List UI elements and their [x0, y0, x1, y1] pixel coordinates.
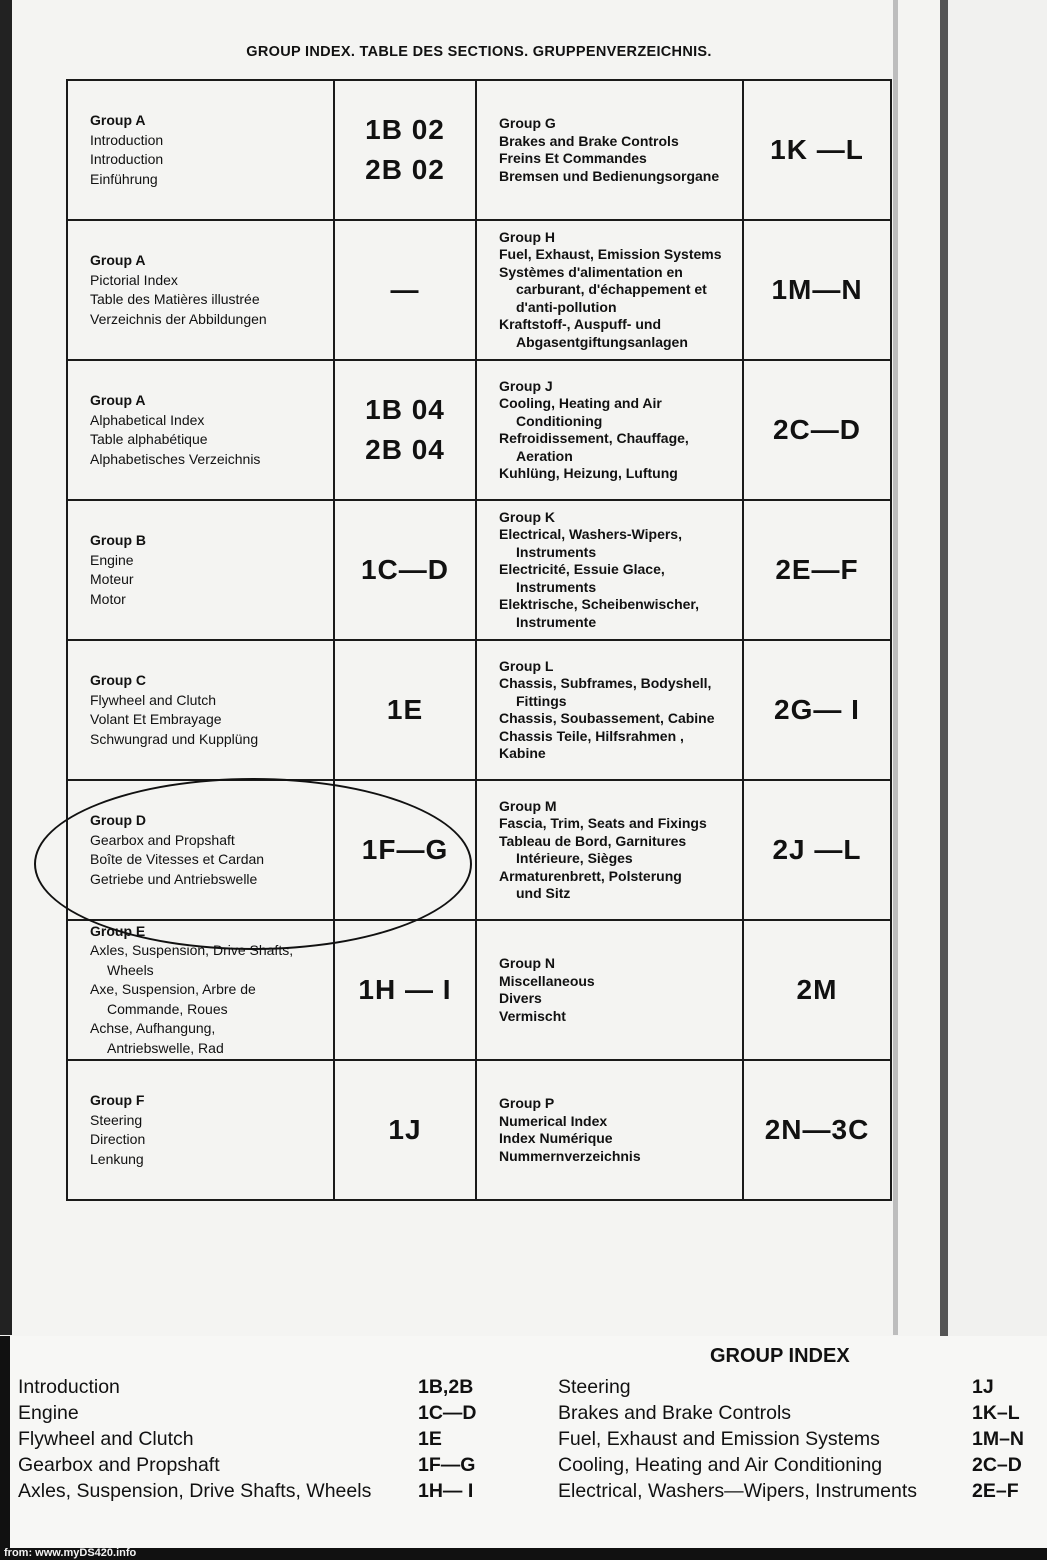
group-description-line: Achse, Aufhangung,	[90, 1020, 216, 1037]
adjacent-page	[948, 0, 1047, 1340]
source-credit: from: www.myDS420.info	[4, 1547, 137, 1559]
right-fiche-code-cell	[743, 1060, 891, 1200]
group-description-line: Antriebswelle, Rad	[107, 1039, 224, 1056]
table-row	[67, 640, 891, 780]
bottom-index-label: Steering	[558, 1376, 631, 1398]
group-name: Group M	[499, 797, 557, 814]
bottom-index-label: Axles, Suspension, Drive Shafts, Wheels	[18, 1480, 372, 1502]
group-name: Group A	[90, 392, 146, 408]
left-fiche-code-cell	[334, 640, 476, 780]
group-name: Group A	[90, 252, 146, 268]
group-description-line: Systèmes d'alimentation en	[499, 263, 683, 280]
group-description-line: Divers	[499, 990, 542, 1006]
group-name: Group K	[499, 508, 555, 525]
group-description-line: Intérieure, Sièges	[516, 850, 633, 866]
group-description-line: Bremsen und Bedienungsorgane	[499, 167, 720, 184]
group-description-line: Numerical Index	[499, 1112, 608, 1129]
left-fiche-code-cell	[334, 360, 476, 500]
group-description-line: Brakes and Brake Controls	[499, 132, 679, 149]
group-description-line: Elektrische, Scheibenwischer,	[499, 596, 699, 613]
group-description-line: Fittings	[516, 692, 567, 709]
bottom-index-code: 2C–D	[972, 1454, 1022, 1476]
left-description-cell	[67, 640, 334, 780]
bottom-index-label: Engine	[18, 1402, 79, 1424]
group-description-line: Chassis, Soubassement, Cabine	[499, 710, 715, 726]
fiche-code: 2N—3C	[764, 1114, 870, 1145]
group-description-line: Direction	[90, 1131, 146, 1147]
group-name: Group B	[90, 532, 146, 548]
group-description-line: Pictorial Index	[90, 271, 178, 288]
group-description-line: Armaturenbrett, Polsterung	[499, 867, 682, 884]
group-description-line: Commande, Roues	[107, 1000, 228, 1017]
right-description-cell	[476, 920, 743, 1060]
table-row	[67, 500, 891, 640]
left-fiche-code-cell	[334, 220, 476, 360]
group-name: Group D	[90, 812, 146, 828]
left-description-cell	[67, 1060, 334, 1200]
group-name: Group L	[499, 657, 554, 674]
page-right-edge	[940, 0, 948, 1340]
right-fiche-code-cell	[743, 500, 891, 640]
group-description-line: Miscellaneous	[499, 972, 595, 989]
group-description-line: carburant, d'échappement et	[516, 281, 707, 298]
group-description-line: Table des Matières illustrée	[90, 291, 260, 307]
right-fiche-code-cell	[743, 920, 891, 1060]
bottom-index-label: Electrical, Washers—Wipers, Instruments	[558, 1480, 918, 1502]
fiche-code: 1B 02	[365, 114, 445, 145]
group-description-line: Moteur	[90, 571, 134, 587]
group-name: Group G	[499, 115, 556, 131]
bottom-index-code: 1H— I	[418, 1480, 474, 1502]
group-description-line: Wheels	[107, 961, 154, 978]
table-row	[67, 80, 891, 220]
bottom-index-label: Gearbox and Propshaft	[18, 1454, 220, 1476]
group-description-line: Index Numérique	[499, 1130, 613, 1146]
group-name: Group N	[499, 955, 555, 971]
group-description-line: Kraftstoff-, Auspuff- und	[499, 316, 661, 333]
group-name: Group C	[90, 672, 146, 688]
group-description-line: Introduction	[90, 131, 164, 148]
group-description-line: Gearbox and Propshaft	[90, 831, 235, 848]
fiche-code: 2J —L	[772, 834, 862, 865]
group-description-line: Freins Et Commandes	[499, 150, 647, 166]
left-description-cell	[67, 360, 334, 500]
left-fiche-code-cell	[334, 80, 476, 220]
group-name: Group E	[90, 922, 146, 939]
right-description-cell	[476, 640, 743, 780]
group-description-line: Verzeichnis der Abbildungen	[90, 310, 267, 327]
left-description-cell	[67, 500, 334, 640]
group-description-line: Chassis, Subframes, Bodyshell,	[499, 675, 712, 691]
fiche-code: 2B 02	[365, 154, 445, 185]
fiche-code: 2G— I	[774, 694, 860, 725]
right-description-cell	[476, 1060, 743, 1200]
bottom-index-code: 1K–L	[972, 1402, 1020, 1424]
page-title: GROUP INDEX. TABLE DES SECTIONS. GRUPPENVERZEICHNIS.	[246, 44, 712, 60]
page-left-edge	[0, 0, 12, 1335]
fiche-code: 1F—G	[361, 834, 449, 865]
fiche-code: 2M	[796, 974, 838, 1005]
group-description-line: Einführung	[90, 170, 158, 187]
group-description-line: Alphabetical Index	[90, 411, 205, 428]
fiche-code: —	[390, 274, 420, 305]
fiche-code: 2C—D	[772, 414, 861, 445]
group-description-line: Engine	[90, 551, 134, 568]
bottom-page-edge	[0, 1336, 10, 1560]
group-description-line: Chassis Teile, Hilfsrahmen ,	[499, 727, 684, 744]
fiche-code: 1M—N	[771, 274, 863, 305]
group-description-line: Nummernverzeichnis	[499, 1147, 641, 1164]
group-description-line: Instrumente	[516, 613, 597, 630]
page-fold-shadow	[893, 0, 898, 1335]
group-description-line: d'anti-pollution	[516, 298, 617, 315]
fiche-code: 1H — I	[358, 974, 452, 1005]
bottom-index-label: Brakes and Brake Controls	[558, 1402, 792, 1424]
group-description-line: Motor	[90, 590, 126, 607]
left-description-cell	[67, 80, 334, 220]
group-description-line: Introduction	[90, 151, 164, 167]
left-fiche-code-cell	[334, 1060, 476, 1200]
group-index-table	[66, 79, 892, 1201]
table-row	[67, 220, 891, 360]
bottom-index-code: 1M–N	[972, 1428, 1025, 1450]
bottom-index-label: Cooling, Heating and Air Conditioning	[558, 1454, 883, 1476]
left-fiche-code-cell	[334, 500, 476, 640]
bottom-index-code: 1J	[972, 1376, 994, 1398]
group-description-line: Refroidissement, Chauffage,	[499, 430, 689, 446]
group-description-line: Kabine	[499, 745, 546, 761]
table-row	[67, 360, 891, 500]
group-description-line: Instruments	[516, 543, 597, 560]
group-name: Group H	[499, 228, 555, 245]
group-description-line: Steering	[90, 1111, 143, 1128]
group-description-line: Kuhlüng, Heizung, Luftung	[499, 465, 678, 481]
left-description-cell	[67, 220, 334, 360]
group-name: Group A	[90, 112, 146, 128]
group-description-line: Flywheel and Clutch	[90, 691, 217, 708]
bottom-index-code: 1E	[418, 1428, 442, 1450]
bottom-index-code: 1B,2B	[418, 1376, 474, 1398]
fiche-code: 1B 04	[365, 394, 445, 425]
right-fiche-code-cell	[743, 360, 891, 500]
bottom-index-code: 2E–F	[972, 1480, 1019, 1502]
right-description-cell	[476, 220, 743, 360]
group-description-line: Schwungrad und Kupplüng	[90, 730, 259, 747]
fiche-code: 2E—F	[775, 554, 859, 585]
group-description-line: Axles, Suspension, Drive Shafts,	[90, 942, 294, 959]
group-description-line: und Sitz	[516, 885, 571, 901]
group-description-line: Fascia, Trim, Seats and Fixings	[499, 815, 707, 831]
bottom-index-label: Introduction	[18, 1376, 120, 1398]
group-description-line: Conditioning	[516, 412, 603, 429]
bottom-index-label: Fuel, Exhaust and Emission Systems	[558, 1428, 880, 1450]
group-name: Group P	[499, 1095, 555, 1111]
group-description-line: Electricité, Essuie Glace,	[499, 561, 665, 578]
bottom-index-code: 1C—D	[418, 1402, 477, 1424]
bottom-index-title: GROUP INDEX	[710, 1345, 850, 1367]
table-row	[67, 1060, 891, 1200]
group-description-line: Vermischt	[499, 1007, 566, 1024]
right-fiche-code-cell	[743, 220, 891, 360]
bottom-index-code: 1F—G	[418, 1454, 476, 1476]
bottom-index-label: Flywheel and Clutch	[18, 1428, 194, 1450]
right-description-cell	[476, 80, 743, 220]
group-description-line: Boîte de Vitesses et Cardan	[90, 851, 265, 867]
group-description-line: Abgasentgiftungsanlagen	[516, 333, 688, 350]
group-description-line: Alphabetisches Verzeichnis	[90, 450, 261, 467]
right-description-cell	[476, 360, 743, 500]
fiche-code: 1K —L	[770, 134, 864, 165]
group-description-line: Electrical, Washers-Wipers,	[499, 526, 682, 543]
highlight-circle	[34, 778, 472, 950]
right-fiche-code-cell	[743, 640, 891, 780]
fiche-code: 1E	[386, 694, 424, 725]
fiche-code: 1C—D	[360, 554, 449, 585]
right-description-cell	[476, 500, 743, 640]
group-description-line: Table alphabétique	[90, 431, 208, 447]
group-description-line: Cooling, Heating and Air	[499, 395, 662, 411]
group-name: Group J	[499, 377, 553, 394]
group-description-line: Getriebe und Antriebswelle	[90, 870, 258, 887]
footer-strip	[0, 1548, 1047, 1560]
left-fiche-code-cell	[334, 920, 476, 1060]
fiche-code: 1J	[388, 1114, 422, 1145]
group-description-line: Axe, Suspension, Arbre de	[90, 981, 256, 998]
right-fiche-code-cell	[743, 80, 891, 220]
group-description-line: Aeration	[516, 447, 573, 464]
group-description-line: Volant Et Embrayage	[90, 711, 222, 727]
group-description-line: Fuel, Exhaust, Emission Systems	[499, 246, 722, 263]
group-description-line: Lenkung	[90, 1150, 144, 1167]
fiche-code: 2B 04	[365, 434, 445, 465]
group-name: Group F	[90, 1092, 145, 1108]
right-fiche-code-cell	[743, 780, 891, 920]
group-description-line: Instruments	[516, 578, 597, 595]
right-description-cell	[476, 780, 743, 920]
group-description-line: Tableau de Bord, Garnitures	[499, 832, 687, 849]
